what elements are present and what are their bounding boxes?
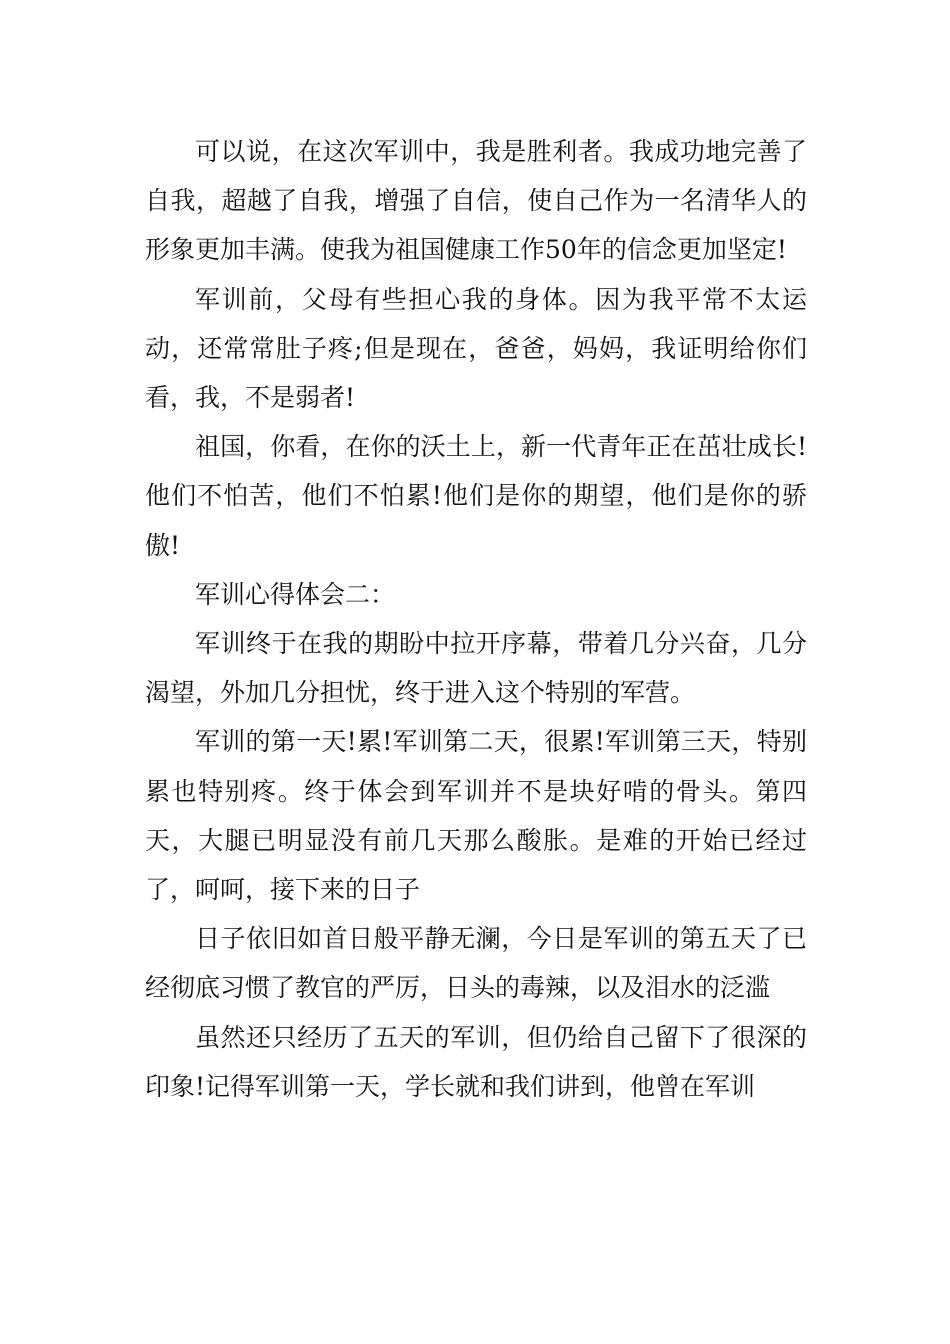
paragraph-7: 虽然还只经历了五天的军训，但仍给自己留下了很深的印象!记得军训第一天，学长就和我们讲到，他曾在军训: [145, 1022, 807, 1101]
paragraph-3: 祖国，你看，在你的沃土上，新一代青年正在茁壮成长!他们不怕苦，他们不怕累!他们是你的期望，他们是你的骄傲!: [145, 432, 807, 560]
section-heading: 军训心得体会二：: [195, 579, 396, 609]
paragraph-1: 可以说，在这次军训中，我是胜利者。我成功地完善了自我，超越了自我，增强了自信，使自己作为一名清华人的形象更加丰满。使我为祖国健康工作50年的信念更加坚定!: [145, 137, 807, 265]
paragraph-2: 军训前，父母有些担心我的身体。因为我平常不太运动，还常常肚子疼;但是现在，爸爸，妈妈，我证明给你们看，我，不是弱者!: [145, 284, 807, 413]
paragraph-4: 军训终于在我的期盼中拉开序幕，带着几分兴奋，几分渴望，外加几分担忧，终于进入这个特别的军营。: [145, 629, 807, 708]
document-body: [145, 127, 807, 1111]
paragraph-5: 军训的第一天!累!军训第二天，很累!军训第三天，特别累也特别疼。终于体会到军训并不是块好啃的骨头。第四天，大腿已明显没有前几天那么酸胀。是难的开始已经过了，呵呵，接下来的日子: [145, 727, 807, 905]
paragraph-6: 日子依旧如首日般平静无澜，今日是军训的第五天了已经彻底习惯了教官的严厉，日头的毒辣，以及泪水的泛滥: [145, 924, 807, 1003]
